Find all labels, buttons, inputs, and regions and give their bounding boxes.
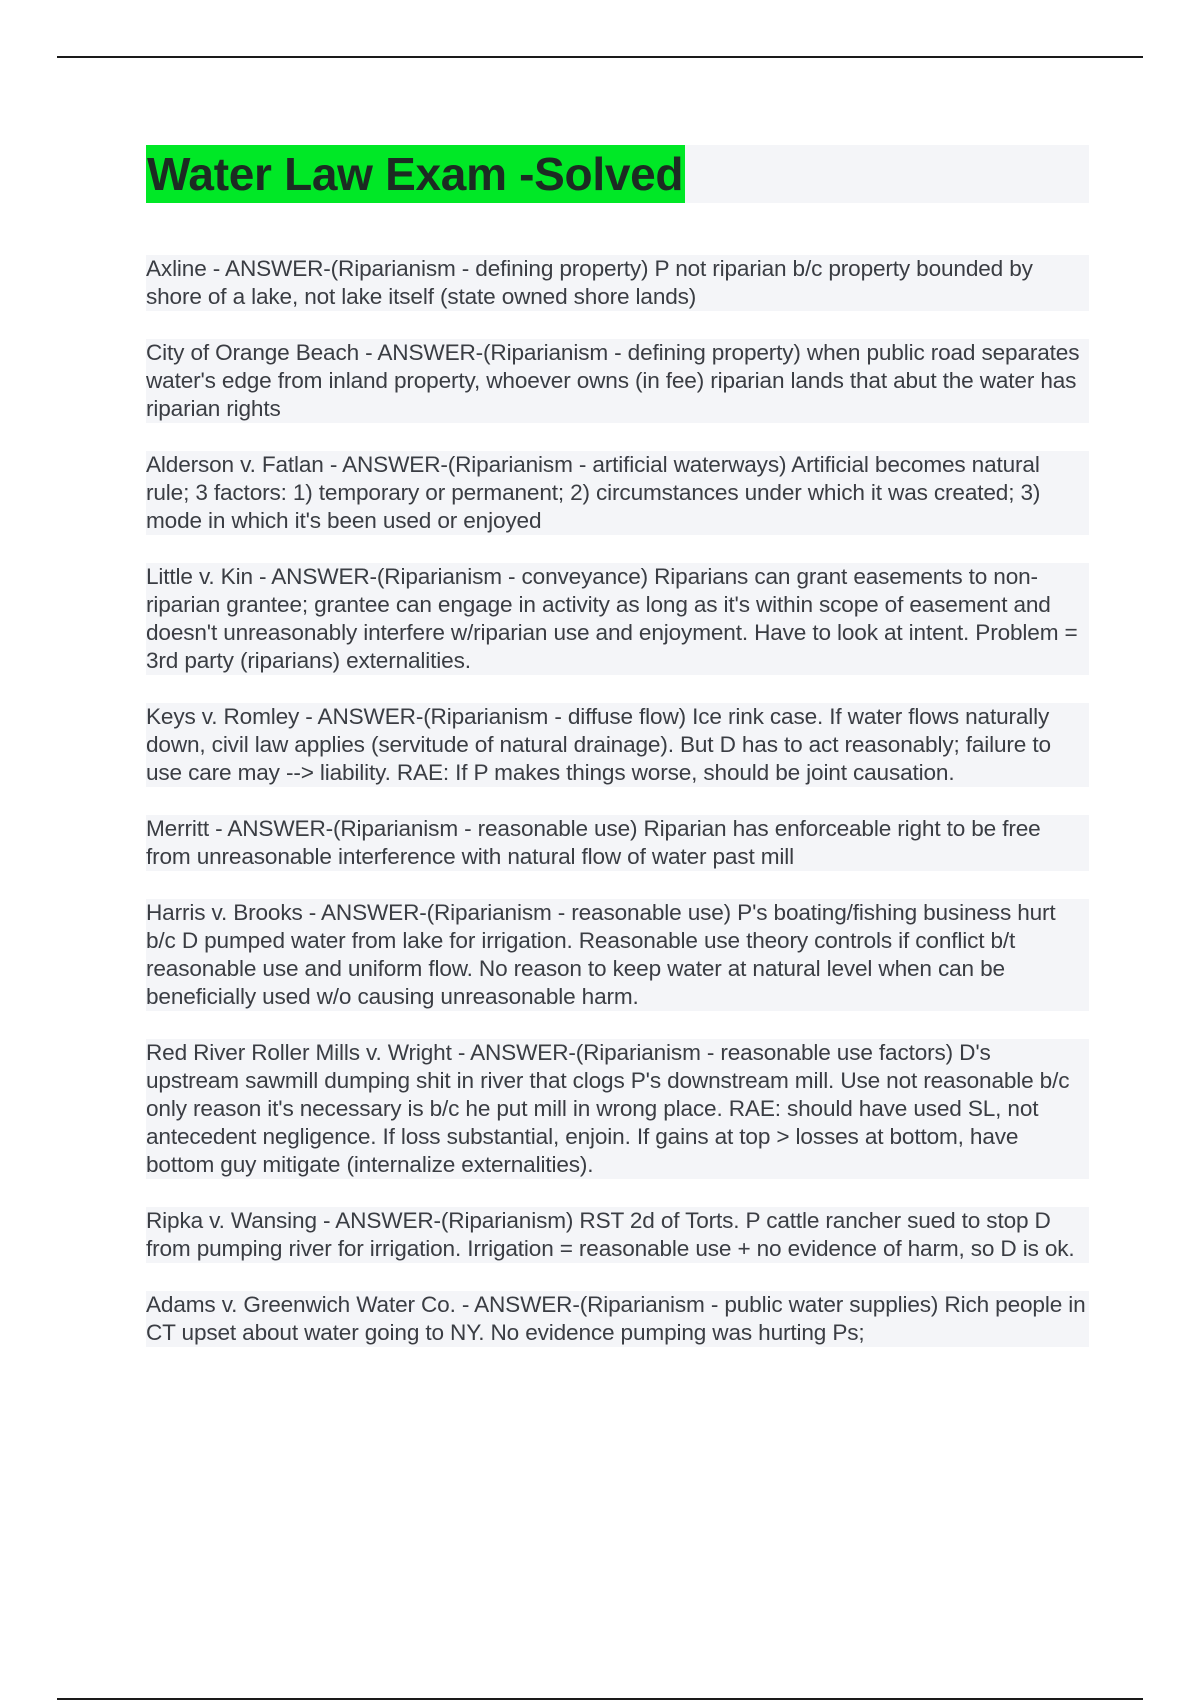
entry-alderson-v-fatlan: Alderson v. Fatlan - ANSWER-(Riparianism - artificial waterways) Artificial becomes natural rule; 3 factors: 1) temporary or permanent; 2) circumstances under which it was created; 3) mode in which it's been used or enjoyed — [146, 451, 1089, 535]
entry-list — [146, 255, 1089, 1347]
entry-keys-v-romley: Keys v. Romley - ANSWER-(Riparianism - diffuse flow) Ice rink case. If water flows naturally down, civil law applies (servitude of natural drainage). But D has to act reasonably; failure to use care may --> liability. RAE: If P makes things worse, should be joint causation. — [146, 703, 1089, 787]
entry-red-river-roller-mills-v-wright: Red River Roller Mills v. Wright - ANSWER-(Riparianism - reasonable use factors) D's upstream sawmill dumping shit in river that clogs P's downstream mill. Use not reasonable b/c only reason it's necessary is b/c he put mill in wrong place. RAE: should have used SL, not antecedent negligence. If loss substantial, enjoin. If gains at top > losses at bottom, have bottom guy mitigate (internalize externalities). — [146, 1039, 1089, 1179]
document-body — [146, 145, 1089, 1375]
entry-merritt: Merritt - ANSWER-(Riparianism - reasonable use) Riparian has enforceable right to be free from unreasonable interference with natural flow of water past mill — [146, 815, 1089, 871]
entry-little-v-kin: Little v. Kin - ANSWER-(Riparianism - conveyance) Riparians can grant easements to non-riparian grantee; grantee can engage in activity as long as it's within scope of easement and doesn't unreasonably interfere w/riparian use and enjoyment. Have to look at intent. Problem = 3rd party (riparians) externalities. — [146, 563, 1089, 675]
title-bar — [146, 145, 1089, 203]
entry-harris-v-brooks: Harris v. Brooks - ANSWER-(Riparianism - reasonable use) P's boating/fishing business hurt b/c D pumped water from lake for irrigation. Reasonable use theory controls if conflict b/t reasonable use and uniform flow. No reason to keep water at natural level when can be beneficially used w/o causing unreasonable harm. — [146, 899, 1089, 1011]
entry-ripka-v-wansing: Ripka v. Wansing - ANSWER-(Riparianism) RST 2d of Torts. P cattle rancher sued to stop D from pumping river for irrigation. Irrigation = reasonable use + no evidence of harm, so D is ok. — [146, 1207, 1089, 1263]
entry-axline: Axline - ANSWER-(Riparianism - defining property) P not riparian b/c property bounded by shore of a lake, not lake itself (state owned shore lands) — [146, 255, 1089, 311]
entry-city-of-orange-beach: City of Orange Beach - ANSWER-(Riparianism - defining property) when public road separates water's edge from inland property, whoever owns (in fee) riparian lands that abut the water has riparian rights — [146, 339, 1089, 423]
header-rule — [57, 56, 1143, 58]
entry-adams-v-greenwich-water-co: Adams v. Greenwich Water Co. - ANSWER-(Riparianism - public water supplies) Rich people in CT upset about water going to NY. No evidence pumping was hurting Ps; — [146, 1291, 1089, 1347]
document-title: Water Law Exam -Solved — [146, 145, 685, 203]
